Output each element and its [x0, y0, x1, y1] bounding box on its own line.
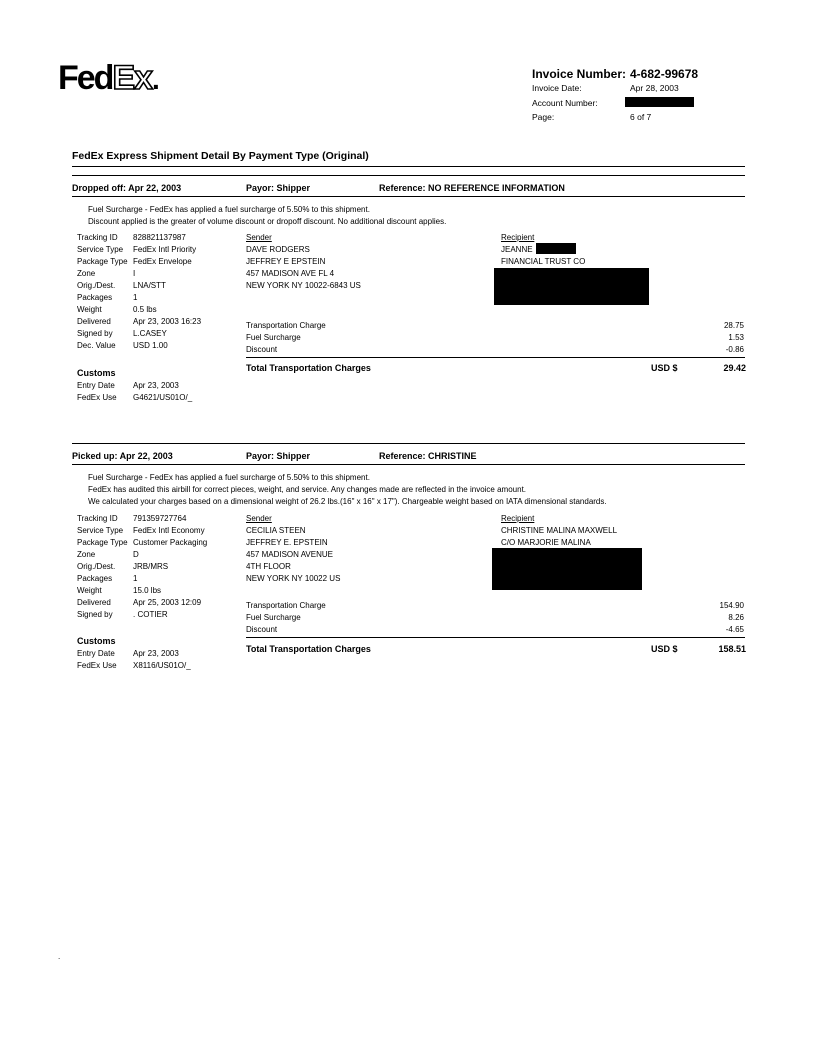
detail-value: Customer Packaging — [133, 538, 208, 547]
sender-heading: Sender — [246, 233, 272, 242]
shipment-2-top-rule — [72, 443, 745, 444]
shipment-1-payor: Payor: Shipper — [246, 183, 311, 193]
total-currency: USD $ — [651, 363, 678, 373]
detail-value: 1 — [133, 293, 138, 302]
sender-line: 457 MADISON AVENUE — [246, 550, 333, 559]
sender-line: 4TH FLOOR — [246, 562, 291, 571]
recipient-line: C/O MARJORIE MALINA — [501, 538, 591, 547]
customs-label: FedEx Use — [77, 661, 117, 670]
detail-label: Dec. Value — [77, 341, 116, 350]
charge-value: 28.75 — [723, 321, 744, 330]
invoice-date-label: Invoice Date: — [532, 83, 582, 93]
customs-value: G4621/US01O/_ — [133, 393, 193, 402]
customs-value: Apr 23, 2003 — [133, 649, 179, 658]
detail-value: FedEx Intl Economy — [133, 526, 205, 535]
charge-label: Discount — [246, 345, 278, 354]
detail-value: FedEx Envelope — [133, 257, 192, 266]
total-currency: USD $ — [651, 644, 678, 654]
detail-label: Package Type — [77, 257, 128, 266]
customs-value: X8116/US01O/_ — [133, 661, 191, 670]
detail-label: Weight — [77, 305, 102, 314]
charge-label: Transportation Charge — [246, 601, 326, 610]
recipient-line: FINANCIAL TRUST CO — [501, 257, 586, 266]
logo-fed: Fed — [58, 59, 113, 97]
detail-label: Tracking ID — [77, 514, 118, 523]
detail-label: Zone — [77, 550, 96, 559]
detail-value: JRB/MRS — [133, 562, 169, 571]
charge-label: Fuel Surcharge — [246, 333, 301, 342]
detail-label: Orig./Dest. — [77, 281, 116, 290]
detail-label: Signed by — [77, 329, 113, 338]
sender-line: NEW YORK NY 10022 US — [246, 574, 341, 583]
charge-value: 8.26 — [728, 613, 744, 622]
sender-line: NEW YORK NY 10022-6843 US — [246, 281, 361, 290]
charge-value: 1.53 — [728, 333, 744, 342]
charge-label: Discount — [246, 625, 278, 634]
invoice-date-value: Apr 28, 2003 — [630, 83, 679, 93]
page-value: 6 of 7 — [630, 112, 652, 122]
recipient-heading: Recipient — [501, 233, 535, 242]
detail-label: Tracking ID — [77, 233, 118, 242]
sender-line: JEFFREY E. EPSTEIN — [246, 538, 328, 547]
charge-label: Transportation Charge — [246, 321, 326, 330]
total-amount: 29.42 — [723, 363, 746, 373]
shipment-2-header-rule — [72, 464, 745, 465]
detail-label: Orig./Dest. — [77, 562, 116, 571]
account-number-label: Account Number: — [532, 98, 598, 108]
detail-label: Service Type — [77, 245, 124, 254]
page-label: Page: — [532, 112, 555, 122]
redacted-recipient-name — [536, 243, 576, 254]
detail-value: FedEx Intl Priority — [133, 245, 197, 254]
detail-label: Weight — [77, 586, 102, 595]
charges-rule — [246, 637, 745, 638]
sender-heading: Sender — [246, 514, 272, 523]
customs-heading: Customs — [77, 368, 116, 378]
detail-label: Packages — [77, 293, 113, 302]
recipient-heading: Recipient — [501, 514, 535, 523]
shipment-1-reference: Reference: NO REFERENCE INFORMATION — [379, 183, 565, 193]
detail-value: 15.0 lbs — [133, 586, 162, 595]
shipment-1-note: Discount applied is the greater of volume discount or dropoff discount. No additional discount applies. — [88, 217, 447, 226]
customs-heading: Customs — [77, 636, 116, 646]
detail-label: Service Type — [77, 526, 124, 535]
shipment-1-header-rule — [72, 196, 745, 197]
customs-value: Apr 23, 2003 — [133, 381, 179, 390]
sender-line: 457 MADISON AVE FL 4 — [246, 269, 335, 278]
charge-value: -0.86 — [725, 345, 744, 354]
charges-rule — [246, 357, 745, 358]
detail-label: Delivered — [77, 598, 111, 607]
customs-label: Entry Date — [77, 381, 115, 390]
sender-line: CECILIA STEEN — [246, 526, 306, 535]
customs-label: Entry Date — [77, 649, 115, 658]
shipment-2-picked-up: Picked up: Apr 22, 2003 — [72, 451, 173, 461]
redacted-account-number — [625, 97, 694, 107]
shipment-2-note: FedEx has audited this airbill for correct pieces, weight, and service. Any changes made are reflected in the invoice amount. — [88, 485, 527, 494]
total-label: Total Transportation Charges — [246, 363, 371, 373]
detail-value: Apr 25, 2003 12:09 — [133, 598, 202, 607]
detail-value: I — [133, 269, 136, 278]
detail-label: Packages — [77, 574, 113, 583]
shipment-1-top-rule — [72, 175, 745, 176]
shipment-2-note: We calculated your charges based on a dimensional weight of 26.2 lbs.(16" x 16" x 17"). Chargeable weight based on IATA dimensional standards. — [88, 497, 607, 506]
title-rule — [72, 166, 745, 167]
footer-mark: . — [58, 952, 61, 961]
detail-label: Signed by — [77, 610, 113, 619]
tracking-id: 791359727764 — [133, 514, 187, 523]
logo-ex: Ex — [112, 59, 153, 97]
page-title: FedEx Express Shipment Detail By Payment Type (Original) — [72, 150, 369, 162]
recipient-line: CHRISTINE MALINA MAXWELL — [501, 526, 618, 535]
detail-value: L.CASEY — [133, 329, 167, 338]
detail-label: Package Type — [77, 538, 128, 547]
shipment-1-note: Fuel Surcharge - FedEx has applied a fuel surcharge of 5.50% to this shipment. — [88, 205, 370, 214]
shipment-1-dropped-off: Dropped off: Apr 22, 2003 — [72, 183, 182, 193]
detail-label: Zone — [77, 269, 96, 278]
invoice-number-label: Invoice Number: — [532, 67, 627, 81]
redacted-recipient-address — [494, 268, 649, 305]
recipient-line: JEANNE — [501, 245, 533, 254]
tracking-id: 828821137987 — [133, 233, 186, 242]
customs-label: FedEx Use — [77, 393, 117, 402]
detail-value: 0.5 lbs — [133, 305, 157, 314]
detail-value: Apr 23, 2003 16:23 — [133, 317, 202, 326]
shipment-2-reference: Reference: CHRISTINE — [379, 451, 477, 461]
fedex-logo — [58, 60, 158, 98]
charge-value: 154.90 — [719, 601, 744, 610]
detail-label: Delivered — [77, 317, 111, 326]
sender-line: JEFFREY E EPSTEIN — [246, 257, 326, 266]
redacted-recipient-address — [492, 548, 642, 590]
shipment-2-payor: Payor: Shipper — [246, 451, 311, 461]
detail-value: 1 — [133, 574, 138, 583]
charge-value: -4.65 — [725, 625, 744, 634]
sender-line: DAVE RODGERS — [246, 245, 310, 254]
total-amount: 158.51 — [718, 644, 746, 654]
logo-dot: . — [152, 64, 158, 95]
detail-value: D — [133, 550, 139, 559]
detail-value: LNA/STT — [133, 281, 166, 290]
invoice-number-value: 4-682-99678 — [630, 67, 699, 81]
detail-value: USD 1.00 — [133, 341, 168, 350]
charge-label: Fuel Surcharge — [246, 613, 301, 622]
shipment-2-note: Fuel Surcharge - FedEx has applied a fuel surcharge of 5.50% to this shipment. — [88, 473, 370, 482]
total-label: Total Transportation Charges — [246, 644, 371, 654]
detail-value: . COTIER — [133, 610, 168, 619]
